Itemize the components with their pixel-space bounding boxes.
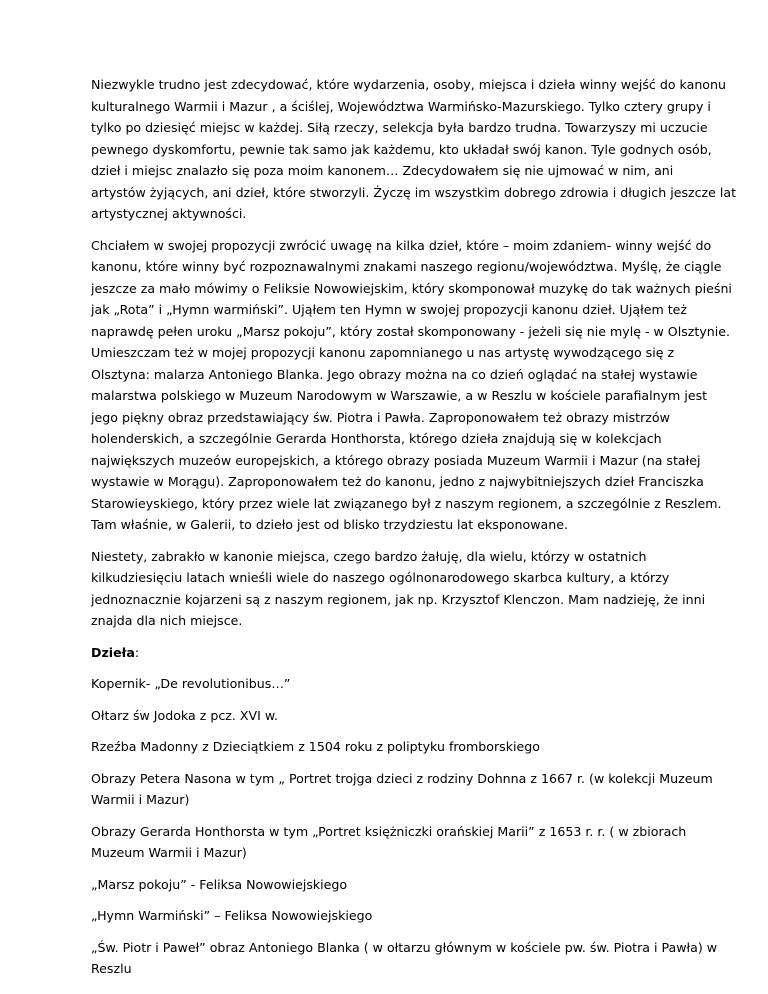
text-line: jak „Rota” i „Hymn warmiński”. Ująłem ten Hymn w swojej propozycji kanonu dzieł. Ująłem też	[91, 302, 688, 317]
text-line: Olsztyna: malarza Antoniego Blanka. Jego obrazy można na co dzień oglądać na stałej wystawie	[91, 366, 698, 382]
text-line: wystawie w Morągu). Zaproponowałem też do kanonu, jedno z najwybitniejszych dzieł Franciszka	[91, 474, 704, 489]
work-item	[91, 768, 713, 811]
text-line: Tam właśnie, w Galerii, to dzieło jest od blisko trzydziestu lat eksponowane.	[91, 517, 568, 532]
text-line: jeszcze za mało mówimy o Feliksie Nowowiejskim, który skomponował muzykę do tak ważnych pieśni	[91, 280, 732, 296]
text-line: naprawdę pełen uroku „Marsz pokoju”, który został skomponowany - jeżeli się nie mylę - w Olsztynie.	[91, 323, 731, 339]
works-heading	[91, 642, 691, 664]
text-line: „Marsz pokoju” - Feliksa Nowowiejskiego	[91, 876, 348, 892]
text-line: Rzeźba Madonny z Dzieciątkiem z 1504 roku z poliptyku fromborskiego	[91, 739, 540, 754]
text-line: Starowieyskiego, który przez wiele lat związanego był z naszym regionem, a szczególnie z Reszlem.	[91, 495, 722, 511]
work-item	[91, 673, 691, 695]
text-line: kulturalnego Warmii i Mazur , a ściślej, Województwa Warmińsko-Mazurskiego. Tylko cztery grupy i	[91, 98, 711, 114]
text-line: największych muzeów europejskich, a którego obrazy posiada Muzeum Warmii i Mazur (na stałej	[91, 452, 701, 468]
text-line: Warmii i Mazur)	[91, 792, 190, 807]
works-heading-label: Dzieła	[91, 644, 135, 660]
work-item	[91, 905, 691, 927]
text-line: Kopernik- „De revolutionibus…”	[91, 676, 291, 691]
work-item	[91, 821, 691, 864]
text-line: kilkudziesięciu latach wnieśli wiele do naszego ogólnonarodowego skarbca kultury, a którzy	[91, 570, 670, 585]
text-line: kanonu, które winny być rozpoznawalnymi znakami naszego regionu/województwa. Myślę, że ciągle	[91, 259, 722, 274]
text-line: artystów żyjących, ani dzieł, które stworzyli. Życzę im wszystkim dobrego zdrowia i długich jeszcze lat	[91, 184, 737, 200]
text-line: dzieł i miejsc znalazło się poza moim kanonem… Zdecydowałem się nie ujmować w nim, ani	[91, 163, 674, 178]
text-line: jednoznacznie kojarzeni są z naszym regionem, jak np. Krzysztof Klenczon. Mam nadzieję, że inni	[91, 591, 706, 607]
work-item	[91, 736, 691, 758]
text-line: Niezwykle trudno jest zdecydować, które wydarzenia, osoby, miejsca i dzieła winny wejść do kanonu	[91, 77, 726, 92]
proposal-paragraph	[91, 235, 732, 536]
text-line: Muzeum Warmii i Mazur)	[91, 845, 247, 860]
text-line: Chciałem w swojej propozycji zwrócić uwagę na kilka dzieł, które – moim zdaniem- winny wejść do	[91, 237, 712, 253]
text-line: holenderskich, a szczególnie Gerarda Honthorsta, którego dzieła znajdują się w kolekcjach	[91, 431, 662, 446]
text-line: pewnego dyskomfortu, pewnie tak samo jak każdemu, kto układał swój kanon. Tyle godnych osób,	[91, 141, 712, 157]
document-body	[91, 74, 737, 990]
text-line: Obrazy Petera Nasona w tym „ Portret trojga dzieci z rodziny Dohnna z 1667 r. (w kolekcji Muzeum	[91, 770, 713, 786]
text-line: znajda dla nich miejsce.	[91, 613, 243, 628]
intro-paragraph	[91, 74, 737, 225]
text-line: Umieszczam też w mojej propozycji kanonu zapomnianego u nas artystę wywodzącego się z	[91, 345, 675, 360]
text-line: Ołtarz św Jodoka z pcz. XVI w.	[91, 707, 278, 723]
text-line: „Św. Piotr i Paweł” obraz Antoniego Blanka ( w ołtarzu głównym w kościele pw. św. Piotra i Pawła) w	[91, 939, 718, 955]
text-line: Niestety, zabrakło w kanonie miejsca, czego bardzo żałuję, dla wielu, którzy w ostatnich	[91, 548, 647, 564]
text-line: jego piękny obraz przedstawiający św. Piotra i Pawła. Zaproponowałem też obrazy mistrzów	[91, 409, 670, 425]
work-item	[91, 937, 718, 980]
text-line: tylko po dziesięć miejsc w każdej. Siłą rzeczy, selekcja była bardzo trudna. Towarzyszy mi uczucie	[91, 120, 708, 135]
work-item	[91, 874, 691, 896]
text-line: artystycznej aktywności.	[91, 206, 247, 221]
text-line: „Hymn Warmiński” – Feliksa Nowowiejskiego	[91, 908, 373, 923]
text-line: Reszlu	[91, 961, 132, 976]
text-line: malarstwa polskiego w Muzeum Narodowym w Warszawie, a w Reszlu w kościele parafialnym jest	[91, 388, 708, 403]
regret-paragraph	[91, 546, 706, 632]
works-heading-colon: :	[134, 644, 140, 660]
work-item	[91, 705, 691, 727]
text-line: Obrazy Gerarda Honthorsta w tym „Portret księżniczki orańskiej Marii” z 1653 r. r. ( w zbiorach	[91, 823, 687, 839]
